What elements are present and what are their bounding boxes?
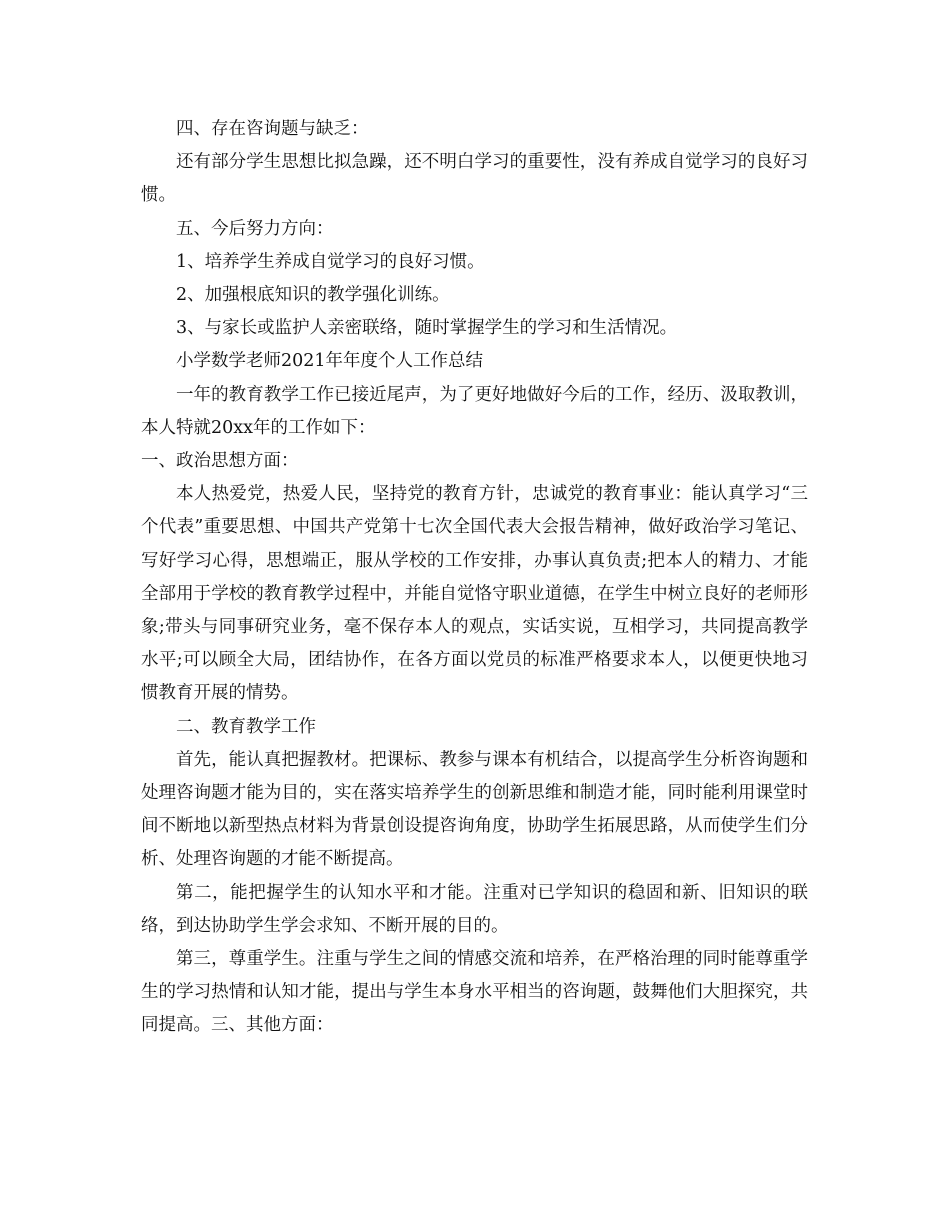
list-item-2: 2、加强根底知识的教学强化训练。	[176, 285, 450, 306]
paragraph-intro: 一年的教育教学工作已接近尾声，为了更好地做好今后的工作，经历、汲取教训，本人特就20xx年的工作如下：	[141, 384, 808, 438]
paragraph-teaching-first: 首先，能认真把握教材。把课标、教参与课本有机结合，以提高学生分析咨询题和处理咨询题才能为目的，实在落实培养学生的创新思维和制造才能，同时能利用课堂时间不断地以新型热点材料为背景创设提咨询角度，协助学生拓展思路，从而使学生们分析、处理咨询题的才能不断提高。	[141, 749, 808, 870]
list-item-1: 1、培养学生养成自觉学习的良好习惯。	[176, 251, 485, 272]
section-heading-political: 一、政治思想方面：	[141, 451, 299, 472]
list-item-3: 3、与家长或监护人亲密联络，随时掌握学生的学习和生活情况。	[176, 318, 678, 339]
section-heading-problems: 四、存在咨询题与缺乏：	[176, 119, 369, 139]
document-body	[141, 113, 808, 1043]
paragraph-teaching-second: 第二，能把握学生的认知水平和才能。注重对已学知识的稳固和新、旧知识的联络，到达协助学生学会求知、不断开展的目的。	[141, 882, 808, 936]
section-heading-teaching: 二、教育教学工作	[176, 716, 316, 737]
paragraph-problems: 还有部分学生思想比拟急躁，还不明白学习的重要性，没有养成自觉学习的良好习惯。	[141, 152, 808, 206]
paragraph-political: 本人热爱党，热爱人民，坚持党的教育方针，忠诚党的教育事业：能认真学习“三个代表”重要思想、中国共产党第十七次全国代表大会报告精神，做好政治学习笔记、写好学习心得，思想端正，服从学校的工作安排，办事认真负责;把本人的精力、才能全部用于学校的教育教学过程中，并能自觉恪守职业道德，在学生中树立良好的老师形象;带头与同事研究业务，毫不保存本人的观点，实话实说，互相学习，共同提高教学水平;可以顾全大局，团结协作，在各方面以党员的标准严格要求本人，以便更快地习惯教育开展的情势。	[141, 484, 808, 704]
document-title: 小学数学老师2021年年度个人工作总结	[176, 351, 484, 372]
paragraph-teaching-third: 第三，尊重学生。注重与学生之间的情感交流和培养，在严格治理的同时能尊重学生的学习热情和认知才能，提出与学生本身水平相当的咨询题，鼓舞他们大胆探究，共同提高。三、其他方面：	[141, 949, 808, 1036]
section-heading-future-direction: 五、今后努力方向：	[176, 218, 334, 239]
